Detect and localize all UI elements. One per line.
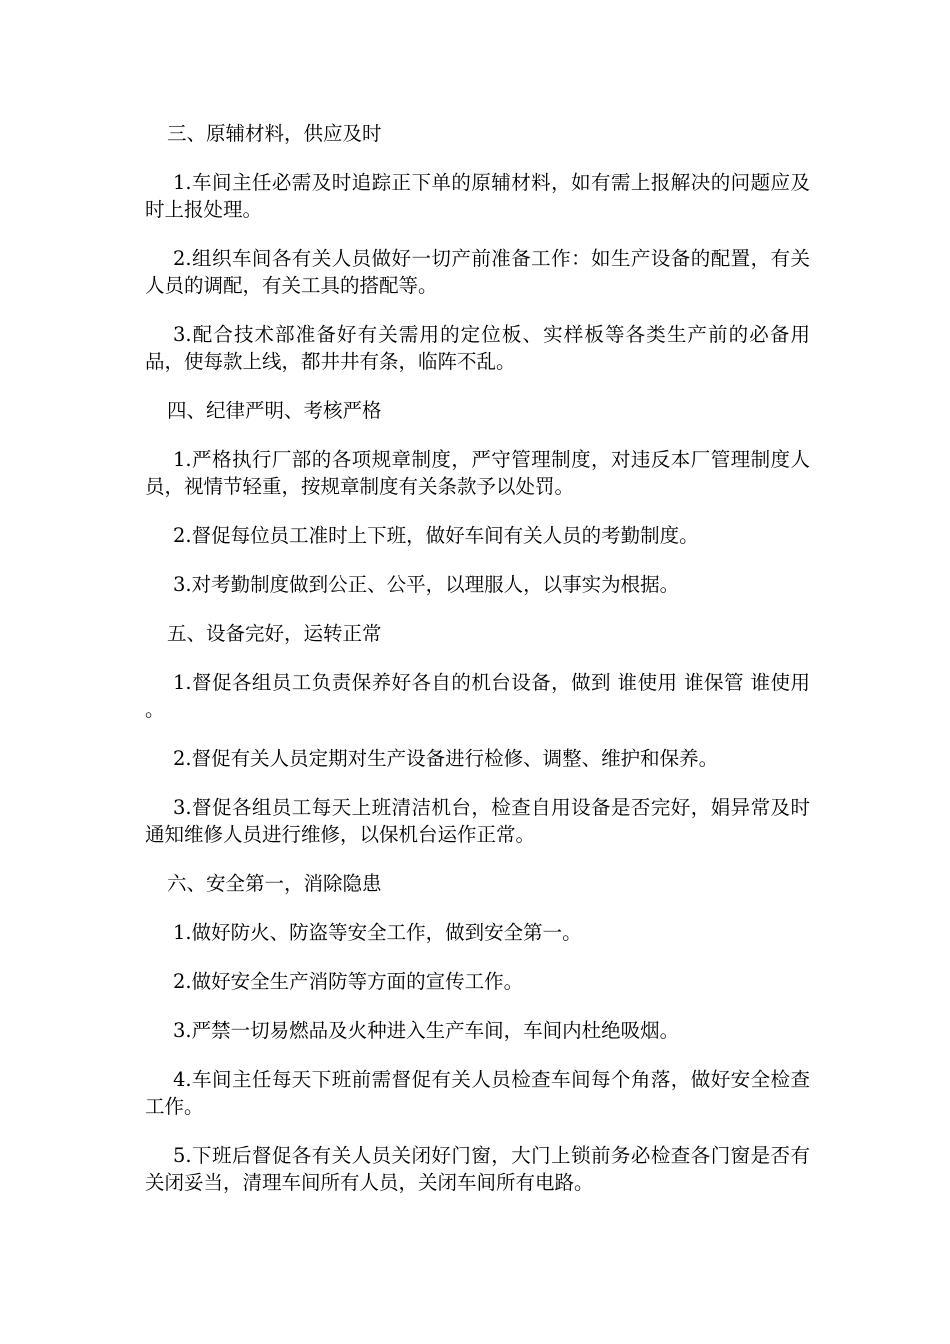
list-item: 5.下班后督促各有关人员关闭好门窗，大门上锁前务必检查各门窗是否有关闭妥当，清理车间所有人员，关闭车间所有电路。	[145, 1144, 810, 1194]
section-materials	[145, 120, 810, 375]
list-item: 4.车间主任每天下班前需督促有关人员检查车间每个角落，做好安全检查工作。	[145, 1068, 810, 1118]
list-item: 3.配合技术部准备好有关需用的定位板、实样板等各类生产前的必备用品，使每款上线，都井井有条，临阵不乱。	[145, 323, 810, 373]
list-item: 1.严格执行厂部的各项规章制度，严守管理制度，对违反本厂管理制度人员，视情节轻重，按规章制度有关条款予以处罚。	[145, 448, 810, 498]
section-heading: 四、纪律严明、考核严格	[167, 399, 382, 422]
list-item: 2.做好安全生产消防等方面的宣传工作。	[173, 970, 524, 993]
section-heading: 六、安全第一，消除隐患	[167, 872, 382, 895]
list-item: 1.做好防火、防盗等安全工作，做到安全第一。	[173, 921, 582, 944]
section-safety	[145, 870, 810, 1196]
list-item: 1.车间主任必需及时追踪正下单的原辅材料，如有需上报解决的问题应及时上报处理。	[145, 171, 810, 221]
list-item: 2.督促每位员工准时上下班，做好车间有关人员的考勤制度。	[173, 524, 699, 547]
section-discipline	[145, 397, 810, 598]
section-heading: 五、设备完好，运转正常	[167, 622, 382, 645]
list-item: 3.督促各组员工每天上班清洁机台，检查自用设备是否完好，娟异常及时通知维修人员进行维修，以保机台运作正常。	[145, 796, 810, 846]
list-item: 1.督促各组员工负责保养好各自的机台设备，做到 谁使用 谁保管 谁使用 。	[145, 671, 810, 721]
section-equipment	[145, 620, 810, 848]
document-body	[145, 120, 810, 1196]
section-heading: 三、原辅材料，供应及时	[167, 122, 382, 145]
list-item: 3.严禁一切易燃品及火种进入生产车间，车间内杜绝吸烟。	[173, 1019, 680, 1042]
list-item: 2.督促有关人员定期对生产设备进行检修、调整、维护和保养。	[173, 747, 719, 770]
list-item: 3.对考勤制度做到公正、公平，以理服人，以事实为根据。	[173, 573, 680, 596]
list-item: 2.组织车间各有关人员做好一切产前准备工作：如生产设备的配置，有关人员的调配，有关工具的搭配等。	[145, 247, 810, 297]
